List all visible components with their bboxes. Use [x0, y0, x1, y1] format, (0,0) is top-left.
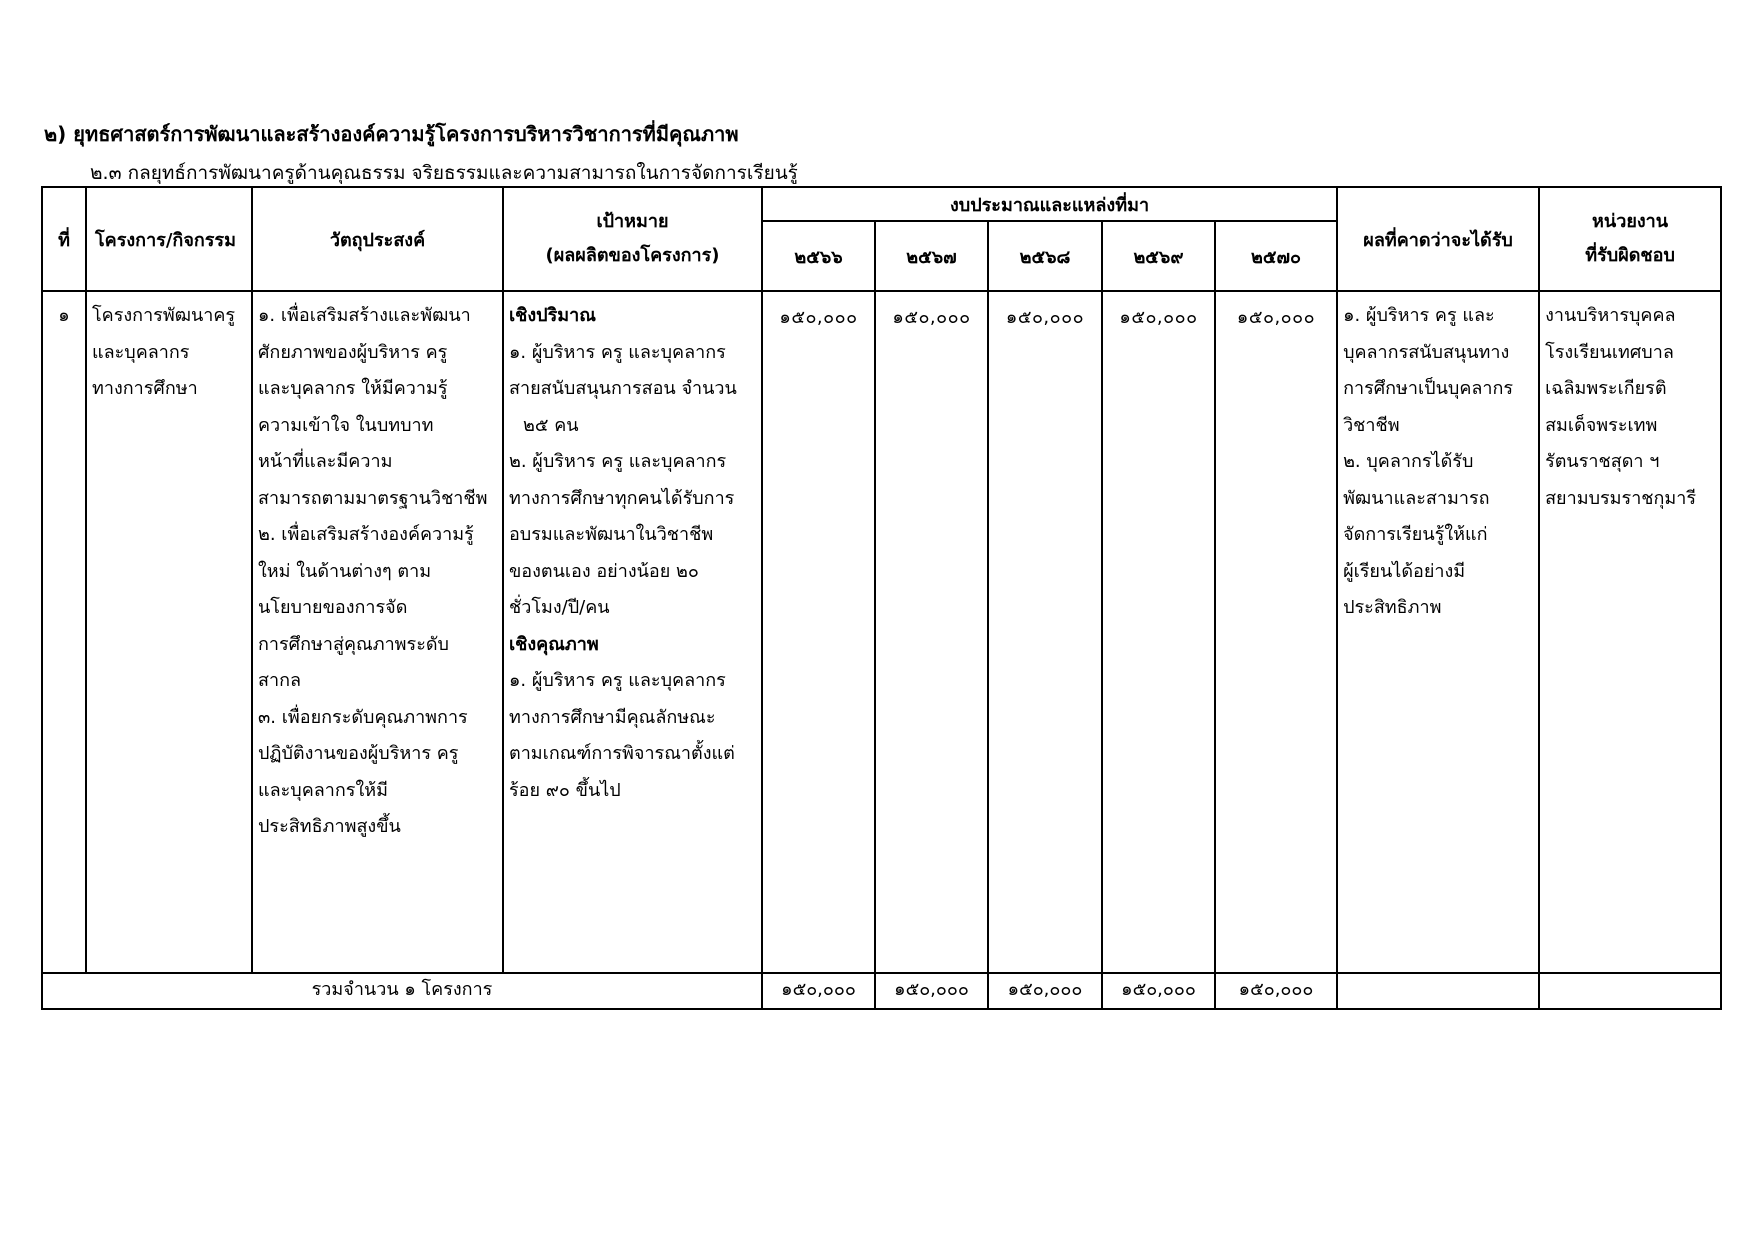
project-plan-table	[41, 186, 1722, 1010]
total-budget-value: ๑๕๐,๐๐๐	[762, 973, 875, 1009]
total-budget-value: ๑๕๐,๐๐๐	[1215, 973, 1337, 1009]
text-line: ใหม่ ในด้านต่างๆ ตาม	[258, 560, 432, 582]
text-line: ๑. ผู้บริหาร ครู และ	[1343, 305, 1495, 326]
budget-value: ๑๕๐,๐๐๐	[875, 291, 988, 973]
budget-value: ๑๕๐,๐๐๐	[762, 291, 875, 973]
target-lines	[504, 292, 761, 809]
target-quality-title: เชิงคุณภาพ	[509, 633, 599, 655]
text-line: การศึกษาเป็นบุคลากร	[1343, 378, 1514, 399]
text-line: ผู้เรียนได้อย่างมี	[1343, 560, 1466, 582]
text-line: อบรมและพัฒนาในวิชาชีพ	[509, 524, 714, 545]
text-line: ทางการศึกษาทุกคนได้รับการ	[509, 487, 735, 509]
text-line: ร้อย ๙๐ ขึ้นไป	[509, 779, 621, 801]
header-year: ๒๕๖๖	[762, 221, 875, 291]
header-year: ๒๕๖๗	[875, 221, 988, 291]
budget-value: ๑๕๐,๐๐๐	[988, 291, 1102, 973]
text-line: พัฒนาและสามารถ	[1343, 487, 1490, 509]
target-quantity-title: เชิงปริมาณ	[509, 305, 596, 326]
text-line: ทางการศึกษามีคุณลักษณะ	[509, 706, 716, 728]
project-cell	[86, 291, 252, 973]
text-line: ๑. ผู้บริหาร ครู และบุคลากร	[509, 341, 726, 363]
header-project: โครงการ/กิจกรรม	[86, 187, 252, 291]
header-target-line2: (ผลผลิตของโครงการ)	[545, 245, 720, 266]
text-line: งานบริหารบุคคล	[1545, 305, 1676, 326]
text-line: ๓. เพื่อยกระดับคุณภาพการ	[258, 706, 468, 728]
header-agency-line2: ที่รับผิดชอบ	[1585, 245, 1675, 266]
header-year: ๒๕๖๙	[1102, 221, 1215, 291]
header-target-line1: เป้าหมาย	[596, 211, 669, 232]
target-cell	[503, 291, 762, 973]
total-label: รวมจำนวน ๑ โครงการ	[42, 973, 762, 1009]
text-line: ศักยภาพของผู้บริหาร ครู	[258, 341, 448, 363]
objective-lines	[253, 292, 502, 846]
total-budget-value: ๑๕๐,๐๐๐	[1102, 973, 1215, 1009]
text-line: ของตนเอง อย่างน้อย ๒๐	[509, 560, 699, 582]
header-row-top	[42, 187, 1721, 221]
header-year: ๒๕๗๐	[1215, 221, 1337, 291]
text-line: ทางการศึกษา	[92, 378, 198, 399]
header-agency	[1539, 187, 1721, 291]
text-line: ๒. เพื่อเสริมสร้างองค์ความรู้	[258, 524, 474, 545]
text-line: วิชาชีพ	[1343, 414, 1400, 436]
text-line: การศึกษาสู่คุณภาพระดับ	[258, 633, 449, 655]
header-objective: วัตถุประสงค์	[252, 187, 503, 291]
text-line: จัดการเรียนรู้ให้แก่	[1343, 524, 1488, 545]
text-line: โครงการพัฒนาครู	[92, 305, 236, 326]
text-line: บุคลากรสนับสนุนทาง	[1343, 341, 1510, 363]
text-line: ตามเกณฑ์การพิจารณาตั้งแต่	[509, 743, 735, 764]
objective-cell	[252, 291, 503, 973]
header-expected: ผลที่คาดว่าจะได้รับ	[1337, 187, 1539, 291]
text-line: ประสิทธิภาพ	[1343, 597, 1442, 618]
header-budget-group: งบประมาณและแหล่งที่มา	[762, 187, 1337, 221]
text-line: เฉลิมพระเกียรติ	[1545, 378, 1667, 399]
header-no: ที่	[42, 187, 86, 291]
text-line: นโยบายของการจัด	[258, 597, 408, 618]
text-line: สากล	[258, 670, 302, 691]
table-row	[42, 291, 1721, 973]
text-line: ชั่วโมง/ปี/คน	[509, 597, 610, 618]
total-budget-value: ๑๕๐,๐๐๐	[875, 973, 988, 1009]
strategy-subheading: ๒.๓ กลยุทธ์การพัฒนาครูด้านคุณธรรม จริยธรรมและความสามารถในการจัดการเรียนรู้	[90, 162, 798, 184]
text-line: ปฏิบัติงานของผู้บริหาร ครู	[258, 743, 459, 764]
budget-value: ๑๕๐,๐๐๐	[1215, 291, 1337, 973]
text-line: หน้าที่และมีความ	[258, 451, 393, 472]
expected-cell	[1337, 291, 1539, 973]
agency-lines	[1540, 292, 1720, 517]
text-line: สยามบรมราชกุมารี	[1545, 487, 1697, 509]
expected-lines	[1338, 292, 1538, 627]
section-heading: ๒) ยุทธศาสตร์การพัฒนาและสร้างองค์ความรู้โครงการบริหารวิชาการที่มีคุณภาพ	[44, 122, 739, 146]
row-number: ๑	[42, 291, 86, 973]
total-row	[42, 973, 1721, 1009]
text-line: ๑. เพื่อเสริมสร้างและพัฒนา	[258, 305, 471, 326]
text-line: และบุคลากร ให้มีความรู้	[258, 378, 448, 399]
total-expected-empty	[1337, 973, 1539, 1009]
header-target	[503, 187, 762, 291]
header-agency-line1: หน่วยงาน	[1592, 211, 1669, 232]
header-year: ๒๕๖๘	[988, 221, 1102, 291]
text-line: รัตนราชสุดา ฯ	[1545, 451, 1660, 472]
text-line: และบุคลากร	[92, 341, 190, 363]
project-lines	[87, 292, 251, 408]
agency-cell	[1539, 291, 1721, 973]
text-line: โรงเรียนเทศบาล	[1545, 341, 1674, 363]
text-line: ๑. ผู้บริหาร ครู และบุคลากร	[509, 670, 726, 691]
total-budget-value: ๑๕๐,๐๐๐	[988, 973, 1102, 1009]
text-line: ๒. บุคลากรได้รับ	[1343, 451, 1474, 472]
text-line: สามารถตามมาตรฐานวิชาชีพ	[258, 487, 488, 509]
budget-value: ๑๕๐,๐๐๐	[1102, 291, 1215, 973]
text-line: ประสิทธิภาพสูงขึ้น	[258, 816, 401, 837]
text-line: ๒๕ คน	[523, 414, 579, 436]
text-line: ๒. ผู้บริหาร ครู และบุคลากร	[509, 451, 727, 472]
text-line: สายสนับสนุนการสอน จำนวน	[509, 378, 737, 399]
text-line: ความเข้าใจ ในบทบาท	[258, 414, 434, 436]
text-line: และบุคลากรให้มี	[258, 779, 388, 801]
text-line: สมเด็จพระเทพ	[1545, 414, 1658, 436]
total-agency-empty	[1539, 973, 1721, 1009]
